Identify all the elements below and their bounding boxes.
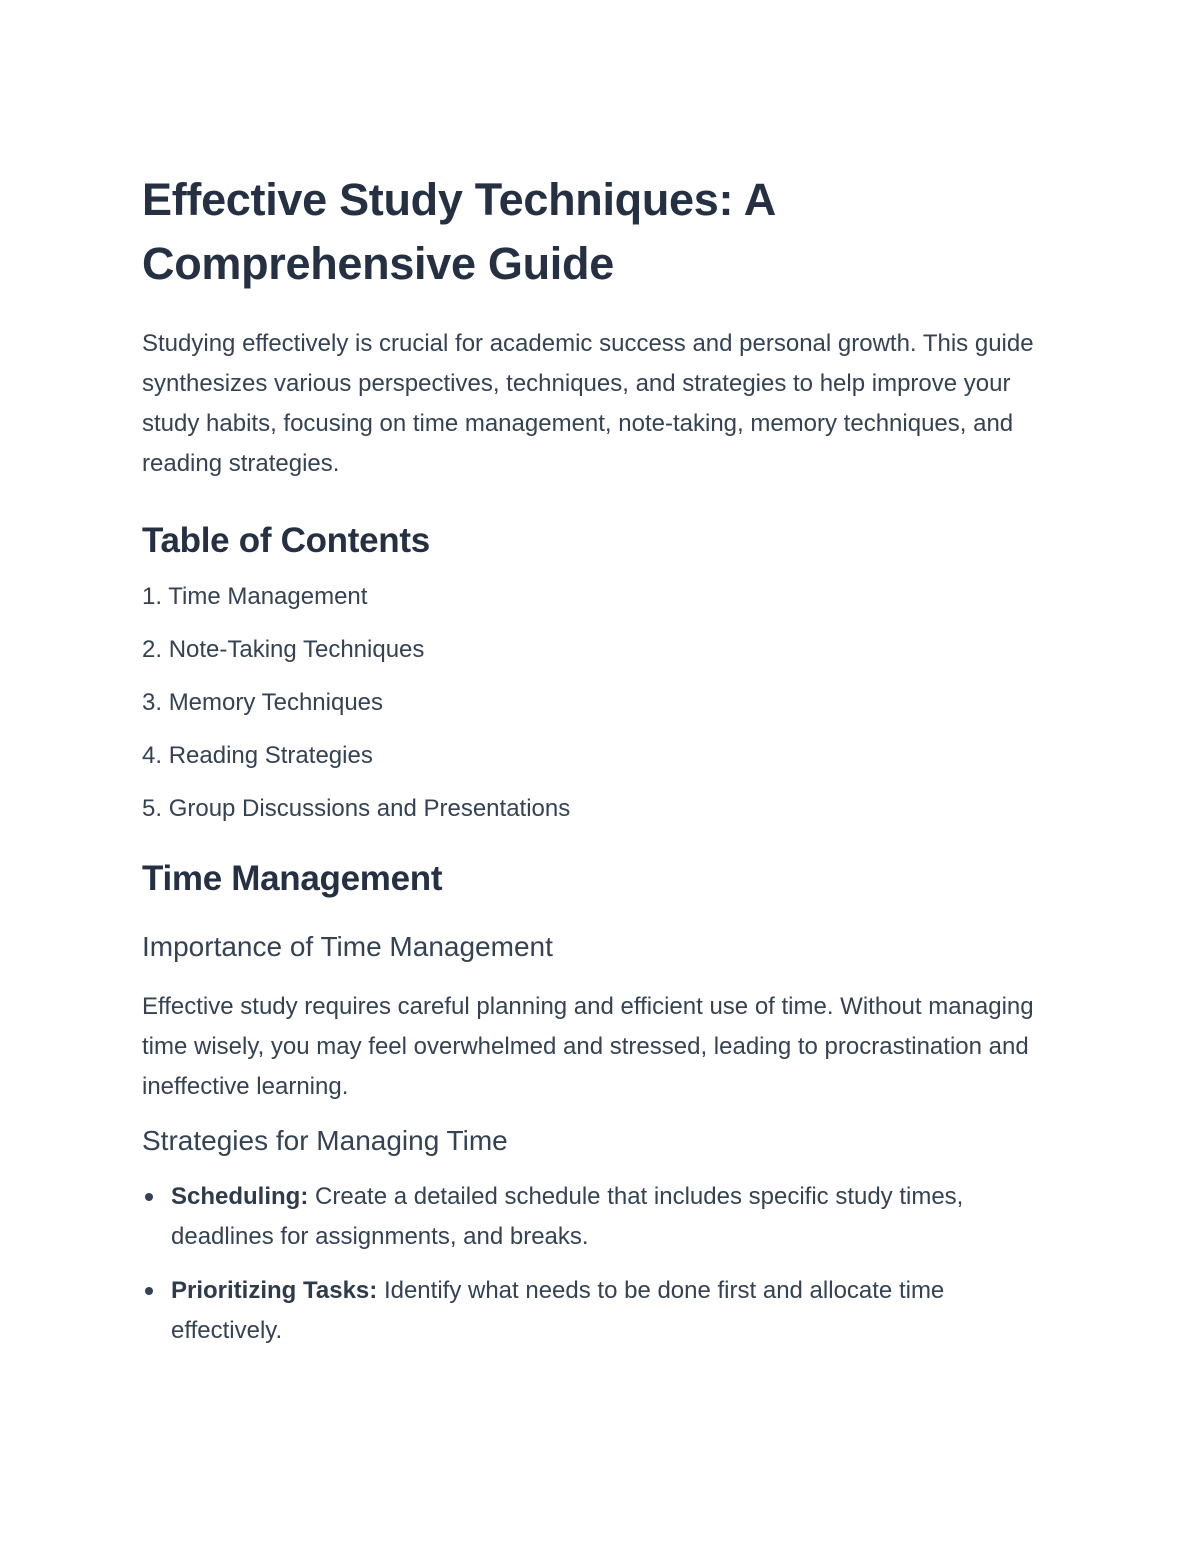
toc-item-number: 5.: [142, 795, 163, 822]
subheading-importance: Importance of Time Management: [142, 931, 553, 962]
strategies-list: [142, 1177, 1060, 1351]
toc-item-number: 3.: [142, 689, 163, 716]
document-title: Effective Study Techniques: A Comprehensive Guide: [142, 174, 775, 289]
section-heading-time-management: Time Management: [142, 859, 443, 898]
toc-item-reading[interactable]: [142, 740, 1060, 772]
toc-heading: Table of Contents: [142, 521, 430, 560]
list-item: [171, 1177, 1060, 1257]
toc-item-note-taking[interactable]: [142, 634, 1060, 666]
toc-item-label: Group Discussions and Presentations: [168, 795, 571, 822]
list-item-term: Scheduling:: [171, 1183, 315, 1210]
toc-item-number: 2.: [142, 636, 163, 663]
bullet-icon: [145, 1287, 153, 1295]
toc-item-number: 1.: [142, 583, 163, 610]
subheading-strategies: Strategies for Managing Time: [142, 1125, 508, 1156]
toc-item-label: Time Management: [168, 583, 368, 610]
toc-item-time-management[interactable]: [142, 581, 1060, 613]
list-item-text: Create a detailed schedule that includes specific study times, deadlines for assignments, and breaks.: [171, 1183, 964, 1250]
bullet-icon: [145, 1193, 153, 1201]
list-item: [171, 1271, 1060, 1351]
list-item-text: Identify what needs to be done first and allocate time effectively.: [171, 1277, 945, 1344]
list-item-term: Prioritizing Tasks:: [171, 1277, 384, 1304]
toc-item-number: 4.: [142, 742, 163, 769]
toc-item-label: Note-Taking Techniques: [168, 636, 425, 663]
importance-paragraph: Effective study requires careful planning and efficient use of time. Without managing time wisely, you may feel overwhelmed and stressed, leading to procrastination and ineffective learning.: [142, 993, 1034, 1100]
table-of-contents: [142, 581, 1060, 825]
toc-item-memory[interactable]: [142, 687, 1060, 719]
toc-item-group-discussions[interactable]: [142, 793, 1060, 825]
toc-item-label: Reading Strategies: [168, 742, 373, 769]
toc-item-label: Memory Techniques: [168, 689, 384, 716]
intro-paragraph: Studying effectively is crucial for academic success and personal growth. This guide synthesizes various perspectives, techniques, and strategies to help improve your study habits, focusing on time management, note-taking, memory techniques, and reading strategies.: [142, 330, 1034, 477]
